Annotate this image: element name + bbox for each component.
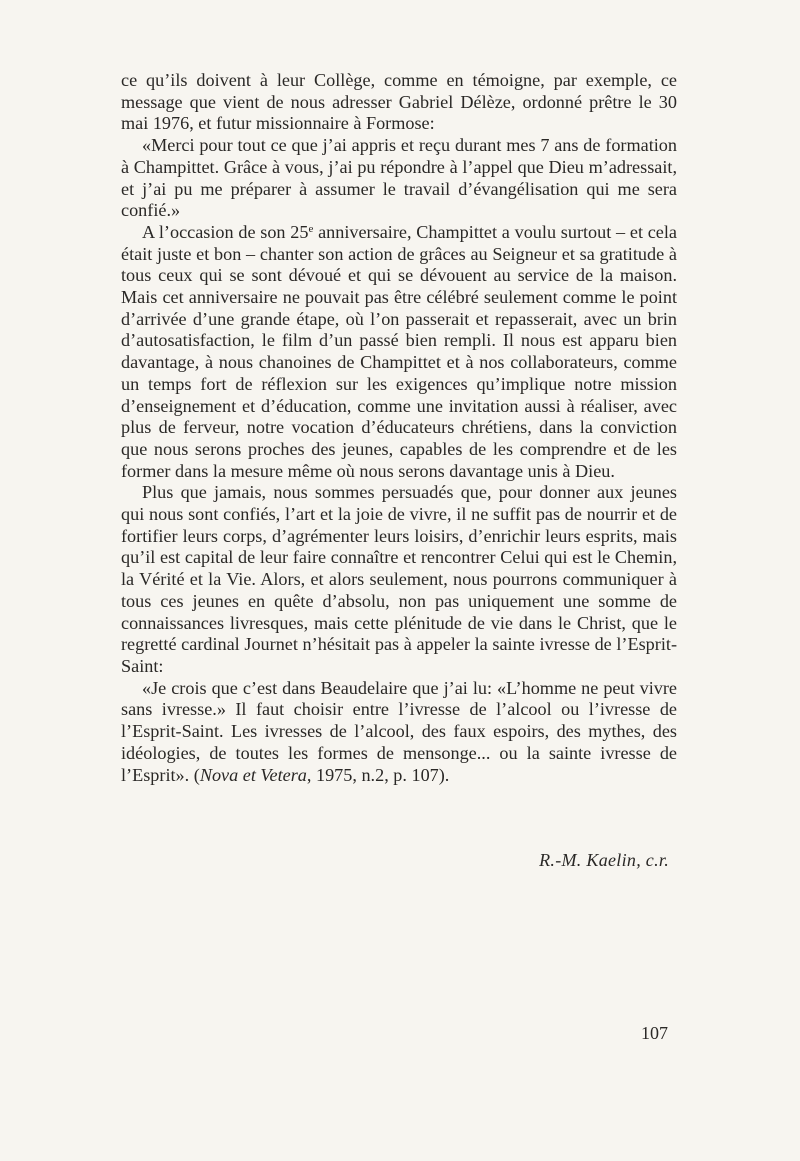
paragraph-p4 bbox=[121, 482, 677, 677]
paragraph-p5 bbox=[121, 678, 677, 787]
paragraph-p3 bbox=[121, 222, 677, 482]
text-segment: e bbox=[308, 222, 314, 235]
page-number: 107 bbox=[641, 1023, 668, 1043]
text-segment: Plus que jamais, nous sommes persuadés que, pour donner aux jeunes qui nous sont confiés, l’art et la joie de vivre, il ne suffit pas de nourrir et de fortifier leurs corps, d’agrémenter leurs loisirs, d’enrichir leurs esprits, mais qu’il est capital de leur faire connaître et rencontrer Celui qui est le Chemin, la Vérité et la Vie. Alors, et alors seulement, nous pourrons communiquer à tous ces jeunes en quête d’absolu, non pas uniquement une somme de connaissances livresques, mais cette plénitude de vie dans le Christ, que le regretté cardinal Journet n’hésitait pas à appeler la sainte ivresse de l’Esprit-Saint: bbox=[121, 482, 677, 676]
text-segment: «Je crois que c’est dans Beaudelaire que j’ai lu: «L’homme ne peut vivre sans ivresse.» Il faut choisir entre l’ivresse de l’alcool ou l’ivresse de l’Esprit-Saint. Les ivresses de l’alcool, des faux espoirs, des mythes, des idéologies, de toutes les formes de mensonge... ou la sainte ivresse de l’Esprit». ( bbox=[121, 677, 677, 785]
text-segment: anniversaire, Champittet a voulu surtout – et cela était juste et bon – chanter son action de grâces au Seigneur et sa gratitude à tous ceux qui se sont dévoué et qui se dévouent au service de la maison. Mais cet anniversaire ne pouvait pas être célébré seulement comme le point d’arrivée d’une grande étape, où l’on passerait et repasserait, avec un brin d’autosatisfaction, le film d’un passé bien rempli. Il nous est apparu bien davantage, à nous chanoines de Champittet et à nos collaborateurs, comme un temps fort de réflexion sur les exigences qu’implique notre mission d’enseignement et d’éducation, comme une invitation aussi à réaliser, avec plus de ferveur, notre vocation d’éducateurs chrétiens, dans la conviction que nous serons proches des jeunes, capables de les comprendre et de les former dans la mesure même où nous serons davantage unis à Dieu. bbox=[121, 221, 677, 481]
text-segment: , 1975, n.2, p. 107). bbox=[306, 764, 450, 785]
paragraph-p2 bbox=[121, 135, 677, 222]
text-segment: «Merci pour tout ce que j’ai appris et reçu durant mes 7 ans de formation à Champittet. Grâce à vous, j’ai pu répondre à l’appel que Dieu m’adressait, et j’ai pu me préparer à assumer le travail d’évangélisation qui me sera confié.» bbox=[121, 135, 677, 221]
author-signature: R.-M. Kaelin, c.r. bbox=[539, 850, 669, 870]
paragraph-p1 bbox=[121, 70, 677, 135]
text-segment: ce qu’ils doivent à leur Collège, comme en témoigne, par exemple, ce message que vient de nous adresser Gabriel Délèze, ordonné prêtre le 30 mai 1976, et futur missionnaire à Formose: bbox=[121, 70, 677, 134]
text-segment: Nova et Vetera bbox=[199, 764, 307, 785]
body-text bbox=[121, 70, 677, 786]
text-segment: A l’occasion de son 25 bbox=[142, 221, 309, 242]
